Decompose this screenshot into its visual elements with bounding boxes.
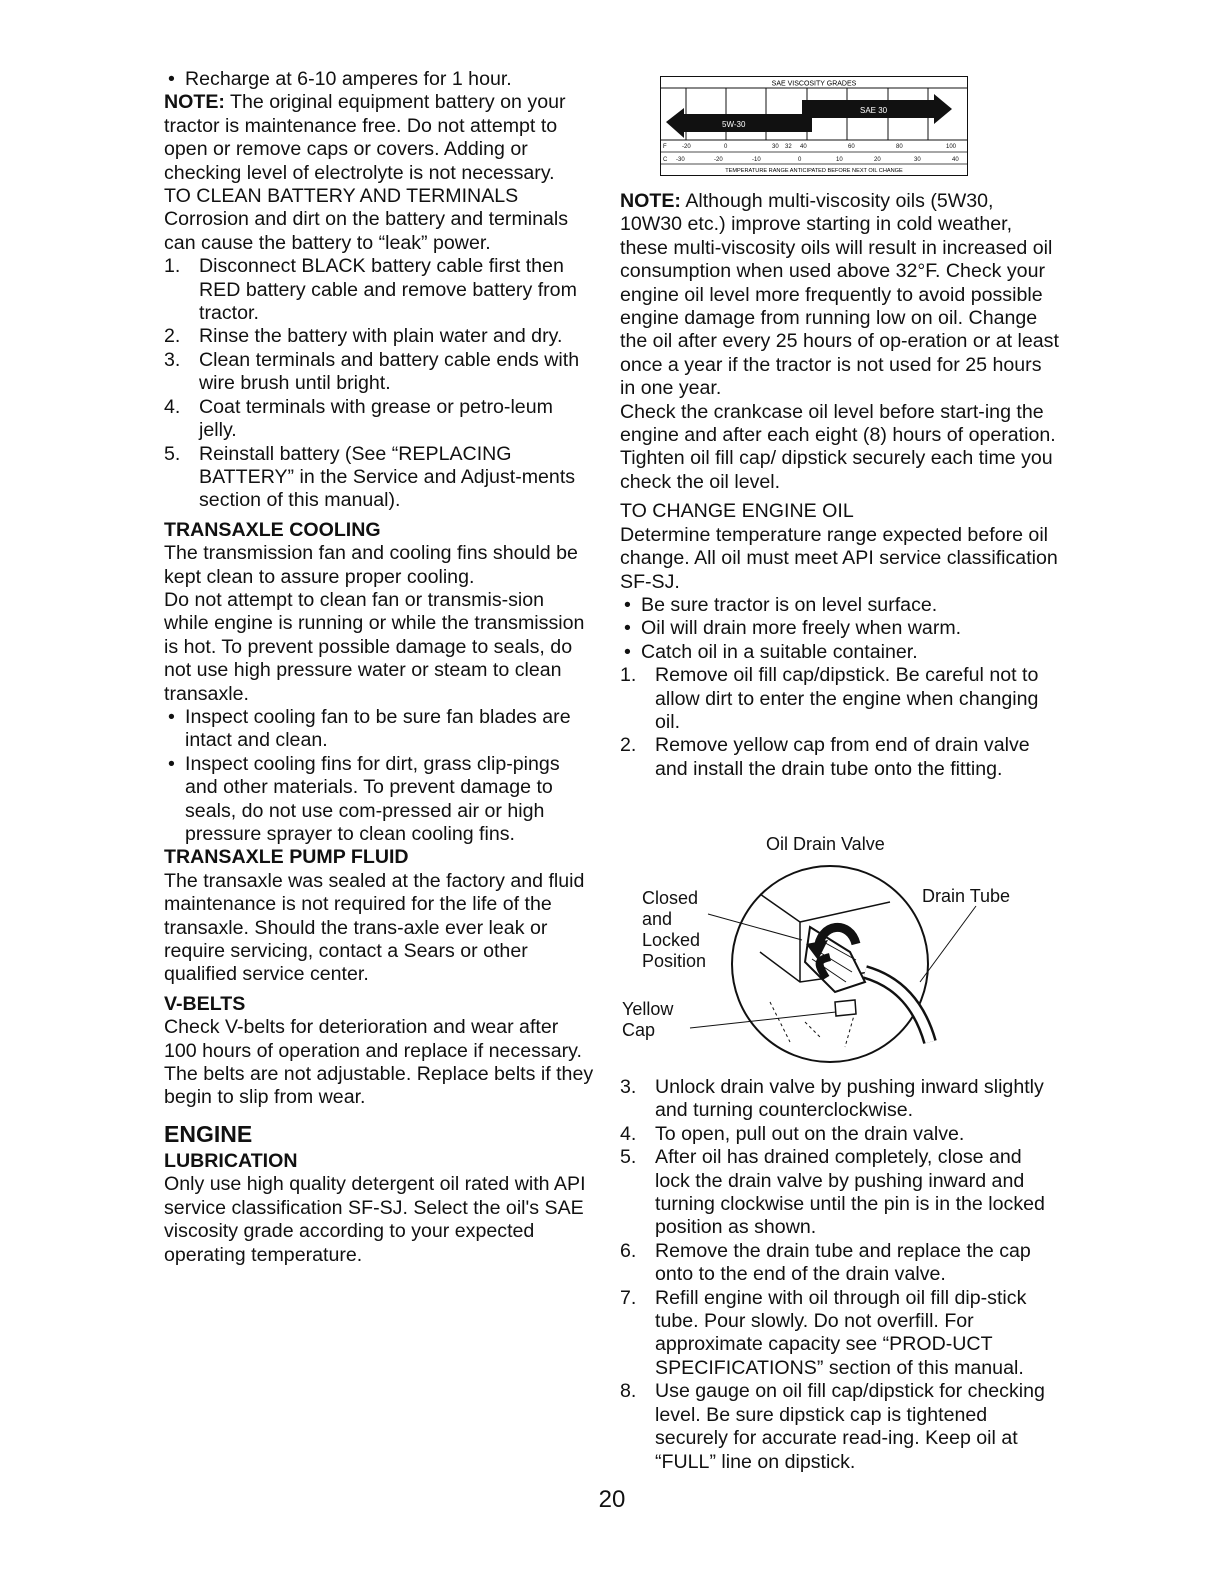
- list-item: 5. Reinstall battery (See “REPLACING BATTERY” in the Service and Adjust-ments section of this manual).: [164, 442, 576, 512]
- fahrenheit-scale: [663, 144, 957, 150]
- oil-drain-valve-figure: [620, 832, 1060, 1067]
- change-oil-steps: [620, 664, 1060, 781]
- list-item: 1. Disconnect BLACK battery cable first then RED battery cable and remove battery from tractor.: [164, 255, 577, 325]
- tick-label: 20: [874, 157, 881, 163]
- tick-label: 30: [914, 157, 921, 163]
- tick-label: -20: [714, 157, 723, 163]
- battery-note: NOTE: The original equipment battery on your tractor is maintenance free. Do not attempt to open or remove caps or covers. Adding or checking level of electrolyte is not necessary.: [164, 91, 566, 184]
- change-oil-intro: Determine temperature range expected before oil change. All oil must meet API service classification SF-SJ.: [620, 523, 1058, 593]
- list-item: 4. To open, pull out on the drain valve.: [620, 1122, 965, 1145]
- celsius-scale: [663, 157, 959, 163]
- transaxle-cooling-paragraph: The transmission fan and cooling fins should be kept clean to assure proper cooling.: [164, 542, 578, 588]
- transaxle-cooling-paragraph: Do not attempt to clean fan or transmis-sion while engine is running or while the transmission is hot. To prevent possible damage to seals, do not use high pressure water or steam to clean transaxle.: [164, 588, 585, 705]
- engine-title: ENGINE: [164, 1120, 253, 1147]
- transaxle-pump-text: The transaxle was sealed at the factory and fluid maintenance is not required for the life of the transaxle. Should the trans-axle ever leak or require servicing, contact a Sears or other qualified service center.: [164, 869, 585, 986]
- figure-title: Oil Drain Valve: [766, 834, 885, 854]
- change-oil-steps-continued: [620, 1076, 1060, 1474]
- tick-label: -30: [676, 157, 685, 163]
- transaxle-cooling-title: TRANSAXLE COOLING: [164, 518, 381, 541]
- list-item: 2. Rinse the battery with plain water and dry.: [164, 325, 563, 348]
- list-item: • Inspect cooling fan to be sure fan blades are intact and clean.: [168, 705, 571, 752]
- list-item: 1. Remove oil fill cap/dipstick. Be careful not to allow dirt to enter the engine when changing oil.: [620, 664, 1039, 733]
- sae30-label: SAE 30: [860, 106, 888, 115]
- tick-label: 0: [724, 144, 728, 150]
- list-item: 3. Clean terminals and battery cable ends with wire brush until bright.: [164, 348, 580, 395]
- multi-viscosity-note: NOTE: Although multi-viscosity oils (5W30, 10W30 etc.) improve starting in cold weather, these multi-viscosity oils will result in increased oil consumption when used above 32°F. Check your engine oil level more frequently to avoid possible engine damage from running low on oil. Change the oil after every 25 hours of op-eration or at least once a year if the tractor is not used for 25 hours in one year.: [620, 190, 1059, 400]
- svg-text:C: C: [663, 157, 668, 163]
- vbelts-text: Check V-belts for deterioration and wear after 100 hours of operation and replace if necessary. The belts are not adjustable. Replace belts if they begin to slip from wear.: [164, 1016, 594, 1109]
- transaxle-pump-title: TRANSAXLE PUMP FLUID: [164, 846, 409, 869]
- vbelts-title: V-BELTS: [164, 992, 246, 1015]
- leader-line: [920, 906, 976, 982]
- sae-viscosity-chart: [660, 76, 968, 176]
- clean-battery-title: TO CLEAN BATTERY AND TERMINALS: [164, 185, 519, 208]
- closed-locked-label: Closed and Locked Position: [642, 888, 707, 971]
- right-column-lower: [620, 1076, 1060, 1474]
- chart-footer: TEMPERATURE RANGE ANTICIPATED BEFORE NEXT OIL CHANGE: [725, 168, 903, 174]
- yellow-cap-shape: [835, 1000, 856, 1016]
- left-column: [164, 68, 594, 1267]
- tick-label: 60: [848, 144, 855, 150]
- list-item: • Be sure tractor is on level surface.: [624, 593, 938, 616]
- tick-label: 0: [798, 157, 802, 163]
- list-item: • Inspect cooling fins for dirt, grass clip-pings and other materials. To prevent damage to seals, do not use com-pressed air or high pressure sprayer to clean cooling fins.: [168, 752, 560, 845]
- drain-tube-label: Drain Tube: [922, 886, 1011, 906]
- list-item: 7. Refill engine with oil through oil fill dip-stick tube. Pour slowly. Do not overfill. For approximate capacity see “PROD-UCT SPECIFICATIONS” section of this manual.: [620, 1286, 1027, 1379]
- change-oil-title: TO CHANGE ENGINE OIL: [620, 500, 854, 523]
- list-item: • Oil will drain more freely when warm.: [624, 617, 962, 640]
- list-item: 4. Coat terminals with grease or petro-leum jelly.: [164, 395, 553, 442]
- tick-label: 40: [952, 157, 959, 163]
- tick-label: -20: [682, 144, 691, 150]
- clean-battery-intro: Corrosion and dirt on the battery and terminals can cause the battery to “leak” power.: [164, 208, 569, 254]
- list-item: 2. Remove yellow cap from end of drain valve and install the drain tube onto the fitting.: [620, 734, 1030, 780]
- list-item: 8. Use gauge on oil fill cap/dipstick for checking level. Be sure dipstick cap is tightened securely for accurate read-ing. Keep oil at “FULL” line on dipstick.: [620, 1380, 1045, 1473]
- list-item: 3. Unlock drain valve by pushing inward slightly and turning counterclockwise.: [620, 1076, 1044, 1122]
- 5w30-label: 5W-30: [722, 120, 746, 129]
- list-item: • Recharge at 6-10 amperes for 1 hour.: [168, 68, 512, 90]
- list-item: • Catch oil in a suitable container.: [624, 640, 918, 663]
- tick-label: 40: [800, 144, 807, 150]
- tick-label: 30: [772, 144, 779, 150]
- tick-label: -10: [752, 157, 761, 163]
- transaxle-cooling-bullets: [164, 706, 594, 846]
- change-oil-bullets: [620, 594, 1060, 664]
- tick-label: 10: [836, 157, 843, 163]
- clean-battery-steps: [164, 255, 594, 512]
- tick-label: 32: [785, 144, 792, 150]
- tick-label: 100: [946, 144, 957, 150]
- recharge-list: [164, 68, 594, 91]
- page-number: 20: [598, 1486, 626, 1513]
- list-item: 6. Remove the drain tube and replace the cap onto to the end of the drain valve.: [620, 1239, 1031, 1286]
- yellow-cap-label: Yellow Cap: [622, 999, 674, 1040]
- right-column: [620, 190, 1060, 781]
- lubrication-title: LUBRICATION: [164, 1149, 298, 1172]
- list-item: 5. After oil has drained completely, close and lock the drain valve by pushing inward and turning clockwise until the pin is in the locked position as shown.: [620, 1146, 1045, 1239]
- chart-title: SAE VISCOSITY GRADES: [771, 80, 857, 88]
- crankcase-check-text: Check the crankcase oil level before start-ing the engine and after each eight (8) hours of operation. Tighten oil fill cap/ dipstick securely each time you check the oil level.: [620, 400, 1056, 493]
- tick-label: 80: [896, 144, 903, 150]
- lubrication-text: Only use high quality detergent oil rated with API service classification SF-SJ. Select the oil's SAE viscosity grade according to your expected operating temperature.: [164, 1173, 586, 1266]
- svg-text:F: F: [663, 144, 667, 150]
